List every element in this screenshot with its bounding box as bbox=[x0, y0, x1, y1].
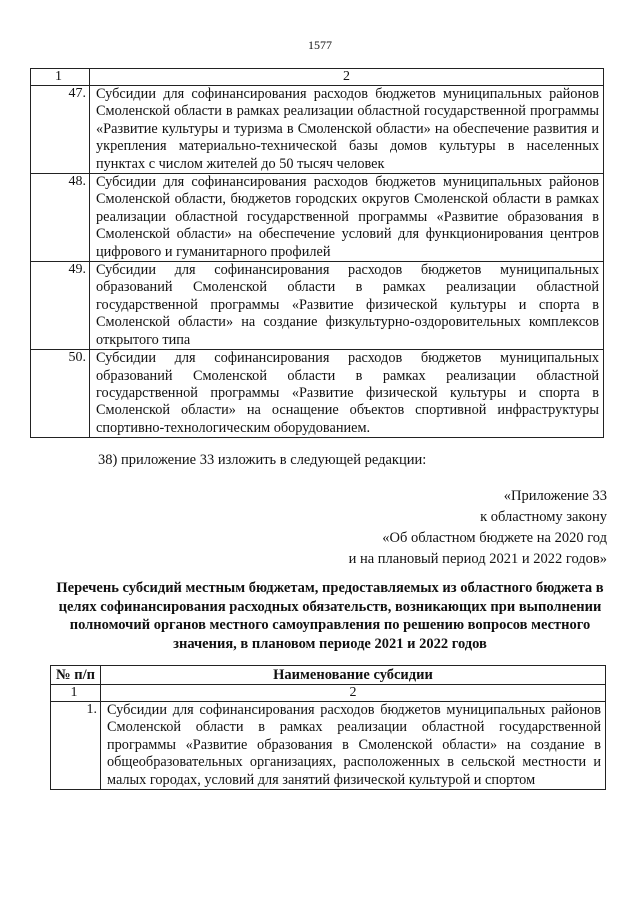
table-row bbox=[31, 350, 604, 438]
column-header-name: Наименование субсидии bbox=[101, 666, 606, 685]
appendix-line: «Приложение 33 bbox=[503, 488, 607, 504]
subsidies-table-continued bbox=[30, 68, 604, 438]
subsidy-description: Субсидии для софинансирования расходов бюджетов муниципальных образований Смоленской области в рамках реализации областной государственной программы «Развитие физической культуры и спорта в Смоленской области» на оснащение объектов спортивной инфраструктуры спортивно-технологическим оборудованием. bbox=[90, 350, 604, 438]
row-number: 47. bbox=[31, 86, 90, 174]
table-row bbox=[51, 702, 606, 790]
subsidy-description: Субсидии для софинансирования расходов бюджетов муниципальных районов Смоленской области, бюджетов городских округов Смоленской области в рамках реализации областной государственной программы «Развитие образования в Смоленской области» на обеспечение условий для функционирования центров цифрового и гуманитарного профилей bbox=[90, 174, 604, 262]
subsidies-list-table bbox=[50, 665, 606, 790]
column-number-1: 1 bbox=[31, 69, 90, 86]
appendix-line: к областному закону bbox=[480, 509, 607, 525]
row-number: 50. bbox=[31, 350, 90, 438]
page-number: 1577 bbox=[308, 38, 332, 52]
table-row bbox=[31, 174, 604, 262]
appendix-line: и на плановый период 2021 и 2022 годов» bbox=[348, 551, 607, 567]
subsidy-description: Субсидии для софинансирования расходов бюджетов муниципальных районов Смоленской области в рамках реализации областной государственной программы «Развитие культуры и туризма в Смоленской области» на обеспечение развития и укрепления материально-технической базы домов культуры в населенных пунктах с числом жителей до 50 тысяч человек bbox=[90, 86, 604, 174]
table-row bbox=[31, 262, 604, 350]
row-number: 49. bbox=[31, 262, 90, 350]
row-number: 1. bbox=[51, 702, 101, 790]
column-number-2: 2 bbox=[101, 685, 606, 702]
table-header-row bbox=[51, 666, 606, 685]
table-numbering-row bbox=[51, 685, 606, 702]
subsidy-description: Субсидии для софинансирования расходов бюджетов муниципальных районов Смоленской области в рамках реализации областной государственной программы «Развитие образования в Смоленской области» на создание в общеобразовательных организациях, расположенных в сельской местности и малых городах, условий для занятий физической культурой и спортом bbox=[101, 702, 606, 790]
amendment-paragraph: 38) приложение 33 изложить в следующей редакции: bbox=[98, 452, 427, 468]
subsidy-description: Субсидии для софинансирования расходов бюджетов муниципальных образований Смоленской области в рамках реализации областной государственной программы «Развитие физической культуры и спорта в Смоленской области» на создание физкультурно-оздоровительных комплексов открытого типа bbox=[90, 262, 604, 350]
row-number: 48. bbox=[31, 174, 90, 262]
column-header-number: № п/п bbox=[51, 666, 101, 685]
column-number-1: 1 bbox=[51, 685, 101, 702]
appendix-line: «Об областном бюджете на 2020 год bbox=[382, 530, 607, 546]
table-header-row bbox=[31, 69, 604, 86]
document-title: Перечень субсидий местным бюджетам, предоставляемых из областного бюджета в целях софинансирования расходных обязательств, возникающих при выполнении полномочий органов местного самоуправления по решению вопросов местного значения, в плановом периоде 2021 и 2022 годов bbox=[56, 580, 604, 652]
table-row bbox=[31, 86, 604, 174]
column-number-2: 2 bbox=[90, 69, 604, 86]
appendix-header bbox=[349, 486, 607, 570]
